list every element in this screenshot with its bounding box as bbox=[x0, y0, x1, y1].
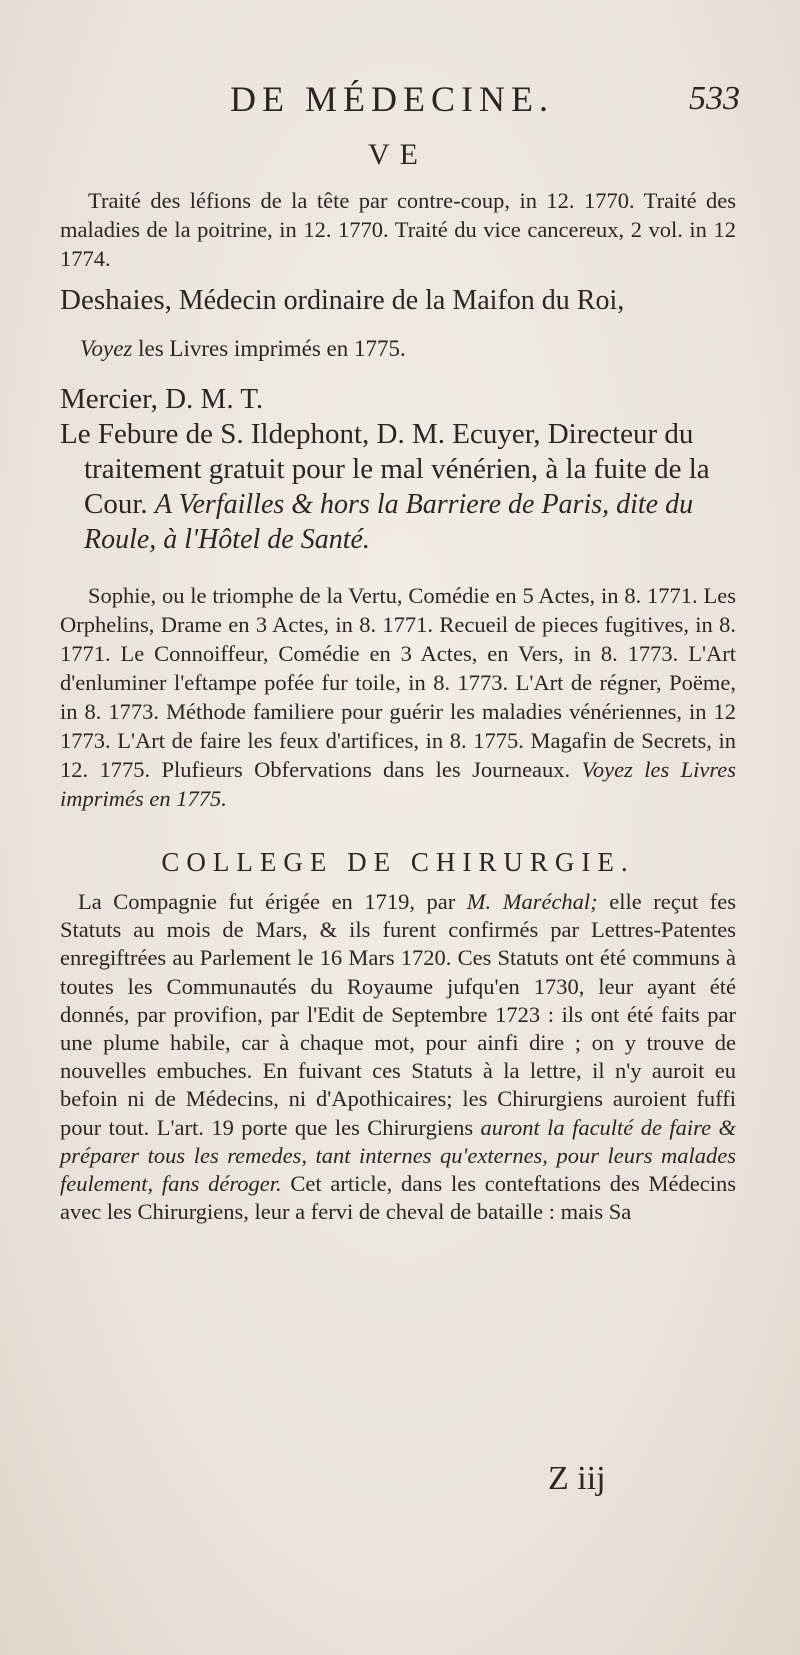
college-history bbox=[60, 888, 736, 1226]
page-number: 533 bbox=[689, 80, 740, 117]
college-p2-quote: auront la faculté de faire & préparer tous les remedes, tant internes qu'externes, pour leurs malades feulement, fans déroger. bbox=[60, 1114, 736, 1197]
lefebure-name: Le Febure de S. Ildephont, D. M. Ecuyer, Directeur du traitement gratuit pour le mal vénérien, à la fuite de la Cour. bbox=[60, 418, 710, 520]
page-header bbox=[230, 78, 740, 128]
ve-works: Traité des léfions de la tête par contre-coup, in 12. 1770. Traité des maladies de la poitrine, in 12. 1770. Traité du vice cancereux, 2 vol. in 12 1774. bbox=[60, 188, 736, 271]
signature-mark: Z iij bbox=[548, 1460, 606, 1497]
deshaies-name: Deshaies bbox=[60, 284, 165, 316]
entry-lefebure bbox=[60, 417, 736, 557]
lefebure-place: A Verfailles & hors la Barriere de Paris, dite du Roule, à l'Hôtel de Santé. bbox=[84, 489, 694, 555]
deshaies-ref-rest: les Livres imprimés en 1775. bbox=[132, 336, 406, 361]
lefebure-works-text: Sophie, ou le triomphe de la Vertu, Comédie en 5 Actes, in 8. 1771. Les Orphelins, Drame en 3 Actes, in 8. 1771. Recueil de pieces fugitives, in 8. 1771. Le Connoiffeur, Comédie en 3 Actes, en Vers, in 8. 1773. L'Art d'enluminer l'eftampe pofée fur toile, in 8. 1773. L'Art de régner, Poëme, in 8. 1773. Méthode familiere pour guérir les maladies vénériennes, in 12 1773. L'Art de faire les feux d'artifices, in 8. 1775. Magafin de Secrets, in 12. 1775. Plufieurs Obfervations dans les Journeaux. bbox=[60, 583, 736, 782]
college-p2: elle reçut fes Statuts au mois de Mars, & ils furent confirmés par Lettres-Patentes enregiftrées au Parlement le 16 Mars 1720. Ces Statuts ont été communs à toutes les Communautés du Royaume jufqu'en 1730, leur ayant été donnés, par provifion, par l'Edit de Septembre 1723 : ils ont été faits par une plume habile, car à chaque mot, pour ainfi dire ; on y trouve de nouvelles embuches. En fuivant ces Statuts à la lettre, il n'y auroit eu befoin ni de Médecins, ni d'Apothicaires; les Chirurgiens auroient fuffi pour tout. L'art. 19 porte que les Chirurgiens bbox=[60, 889, 736, 1140]
deshaies-desc: , Médecin ordinaire de la Maifon du Roi, bbox=[164, 285, 625, 316]
lefebure-works-ref: Voyez les Livres imprimés en 1775. bbox=[60, 757, 737, 811]
college-p3: Cet article, dans les conteftations des Médecins avec les Chirurgiens, leur a fervi de cheval de bataille : mais Sa bbox=[60, 1171, 736, 1225]
college-p1: La Compagnie fut érigée en 1719, par bbox=[78, 889, 456, 914]
page-body bbox=[60, 138, 736, 1226]
lefebure-works bbox=[60, 581, 736, 813]
entry-deshaies bbox=[60, 283, 736, 318]
section-letters: VE bbox=[368, 138, 428, 171]
college-heading: COLLEGE DE CHIRURGIE. bbox=[161, 847, 635, 877]
deshaies-ref-voyez: Voyez bbox=[80, 336, 133, 361]
running-title: DE MÉDECINE. bbox=[230, 79, 554, 119]
entry-mercier: Mercier, D. M. T. bbox=[60, 383, 264, 415]
college-p1-name: M. Maréchal; bbox=[466, 889, 598, 914]
deshaies-ref bbox=[80, 336, 736, 362]
